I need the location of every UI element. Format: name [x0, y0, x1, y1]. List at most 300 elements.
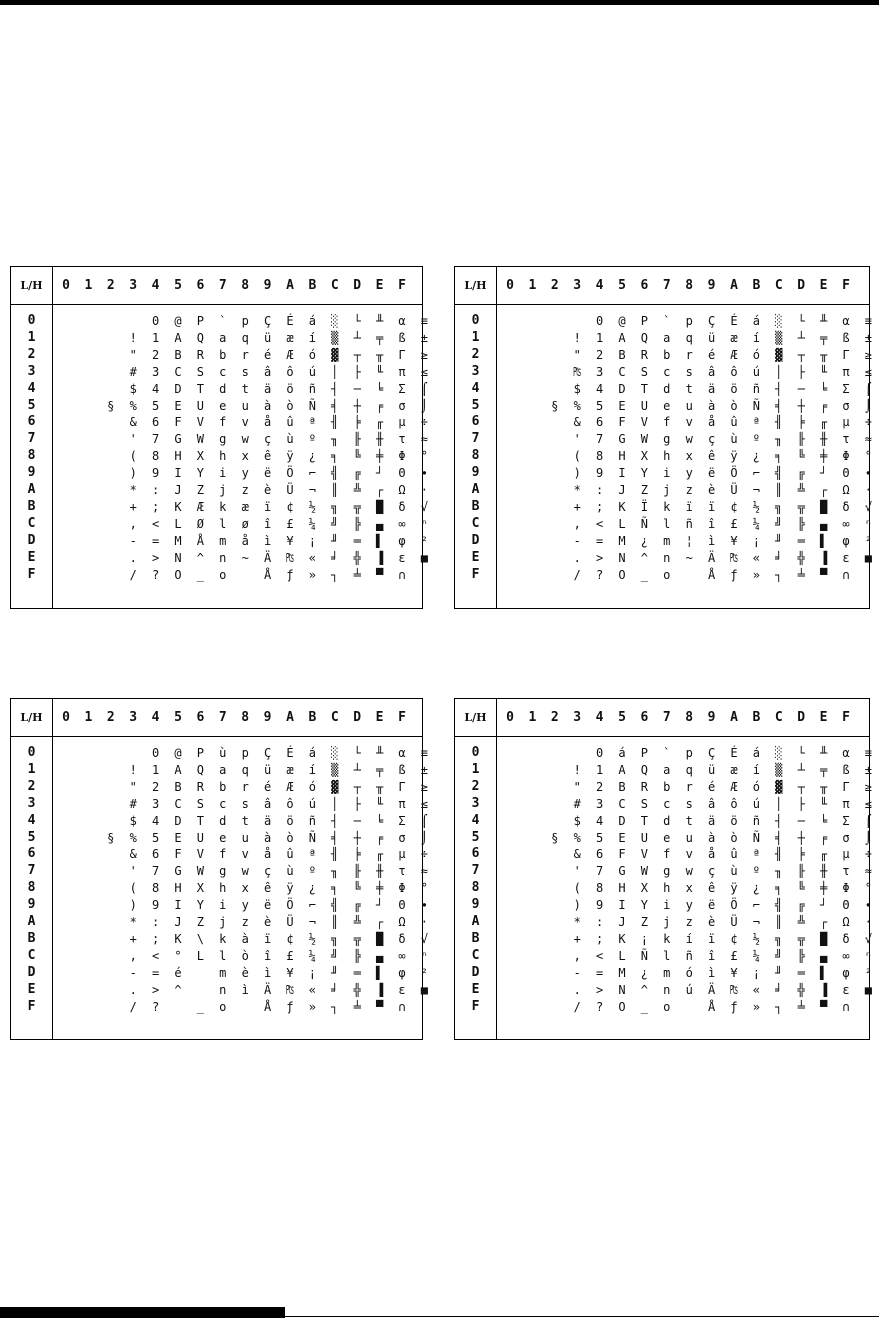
glyph-cell: = [595, 965, 604, 980]
glyph-cell: ╞ [797, 847, 805, 862]
row-header: 2 [27, 346, 36, 362]
glyph-cell: 8 [151, 449, 160, 464]
glyph-cell: s [241, 796, 249, 811]
glyph-cell: ╡ [331, 830, 339, 845]
glyph-cell: ç [707, 432, 716, 447]
glyph-cell: 2 [151, 779, 160, 794]
glyph-cell: ¼ [752, 516, 760, 531]
glyph-cell: · [420, 483, 428, 497]
glyph-cell: E [618, 398, 626, 413]
glyph-cell: 3 [151, 796, 160, 811]
glyph-cell: g [219, 432, 227, 447]
glyph-cell: ñ [308, 813, 316, 828]
glyph-cell: π [842, 796, 850, 811]
column-header: 2 [550, 710, 559, 725]
row-header: 8 [471, 448, 480, 464]
glyph-cell: v [685, 415, 693, 430]
glyph-cell: 6 [151, 847, 160, 862]
glyph-cell: ╜ [331, 533, 339, 548]
row-header: D [27, 532, 36, 548]
row-header: 3 [27, 363, 36, 379]
glyph-cell: α [842, 746, 850, 760]
glyph-cell: M [618, 965, 626, 980]
glyph-cell: ⌠ [864, 381, 872, 396]
glyph-cell: ■ [864, 982, 872, 997]
glyph-cell: ⌡ [420, 830, 428, 845]
glyph-cell: + [573, 499, 581, 514]
column-header: B [308, 278, 317, 293]
glyph-cell: ` [663, 314, 671, 328]
glyph-cell: ┬ [797, 347, 805, 362]
glyph-cell: ' [573, 432, 581, 447]
corner-label: L/H [455, 267, 497, 304]
glyph-cell: ▀ [819, 999, 828, 1014]
top-rule [0, 0, 879, 5]
glyph-cell: ┐ [331, 567, 339, 582]
glyph-cell: ╗ [775, 931, 783, 946]
glyph-cell: ⌡ [420, 398, 428, 413]
glyph-cell: ░ [331, 314, 339, 328]
glyph-cell: û [730, 415, 738, 430]
glyph-cell: ─ [353, 813, 361, 828]
glyph-cell: Q [640, 330, 648, 345]
glyph-cell: ¢ [286, 499, 294, 514]
glyph-cell: Ω [842, 915, 850, 929]
glyph-cell: ╦ [353, 499, 361, 514]
glyph-cell: ╨ [375, 746, 384, 760]
glyph-cell: è [263, 915, 272, 929]
glyph-cell: ╝ [331, 516, 339, 531]
glyph-cell: ª [308, 415, 316, 430]
glyph-cell: % [129, 830, 137, 845]
glyph-cell: ┐ [775, 567, 783, 582]
column-header: 8 [685, 710, 694, 725]
glyph-cell: · [864, 915, 872, 929]
glyph-cell: L [174, 516, 182, 531]
glyph-cell: U [640, 398, 648, 413]
glyph-cell: : [151, 915, 160, 929]
glyph-cell: ∙ [420, 898, 428, 913]
glyph-cell: V [196, 415, 204, 430]
row-header: 6 [471, 414, 480, 430]
glyph-cell: I [618, 898, 626, 913]
glyph-cell: S [640, 364, 648, 379]
glyph-cell: ╥ [375, 347, 384, 362]
glyph-cell: Ä [707, 982, 716, 997]
glyph-cell: Ç [263, 746, 272, 760]
glyph-cell: ì [263, 533, 272, 548]
glyph-cell: k [219, 931, 227, 946]
glyph-cell: τ [842, 864, 850, 879]
glyph-cell: ⌠ [420, 813, 428, 828]
column-header: 5 [174, 278, 182, 293]
column-header: 8 [241, 278, 250, 293]
glyph-cell: ÿ [730, 449, 738, 464]
glyph-cell: ≥ [864, 347, 872, 362]
glyph-cell: Θ [842, 466, 850, 481]
glyph-cell: M [174, 533, 182, 548]
glyph-cell: ₧ [730, 550, 738, 565]
column-header: C [330, 278, 339, 293]
glyph-cell: Γ [398, 779, 406, 794]
glyph-cell: ╕ [331, 449, 339, 464]
glyph-cell: ó [308, 779, 316, 794]
glyph-cell: I [618, 466, 626, 481]
glyph-cell: ä [263, 813, 272, 828]
glyph-cell: ╛ [331, 550, 339, 565]
glyph-cell: r [685, 779, 693, 794]
glyph-cell: ï [685, 499, 693, 514]
glyph-cell: Ñ [752, 830, 760, 845]
glyph-cell: W [196, 864, 204, 879]
glyph-cell: ╘ [819, 813, 828, 828]
row-header-column [11, 304, 53, 608]
glyph-cell: │ [775, 364, 783, 379]
glyph-cell: y [685, 466, 693, 481]
glyph-cell: 9 [595, 898, 604, 913]
column-header: 5 [174, 710, 182, 725]
glyph-cell: ñ [685, 516, 693, 531]
glyph-cell: B [618, 779, 626, 794]
glyph-cell: / [129, 999, 137, 1014]
glyph-cell: φ [398, 965, 406, 980]
glyph-cell: ¡ [752, 965, 760, 980]
glyph-cell: 1 [595, 330, 604, 345]
column-header: 3 [573, 710, 582, 725]
glyph-cell: 7 [595, 432, 604, 447]
glyph-cell: E [174, 830, 182, 845]
column-header: B [752, 710, 761, 725]
glyph-cell: B [174, 347, 182, 362]
glyph-cell: ├ [797, 364, 805, 379]
glyph-cell: ï [707, 499, 716, 514]
glyph-cell: + [129, 499, 137, 514]
glyph-cell: ▀ [375, 999, 384, 1014]
glyph-cell: ╬ [797, 550, 805, 565]
glyph-cell: l [219, 516, 227, 531]
glyph-cell: m [219, 533, 227, 548]
glyph-cell: D [174, 381, 182, 396]
glyph-cell: δ [842, 499, 850, 514]
column-header: 3 [573, 278, 582, 293]
glyph-cell: ~ [241, 550, 249, 565]
row-header: 4 [471, 380, 480, 396]
glyph-cell: √ [420, 499, 428, 514]
glyph-cell: Q [640, 762, 648, 777]
glyph-cell: l [663, 516, 671, 531]
glyph-cell: ¼ [308, 948, 316, 963]
glyph-cell: ê [263, 881, 272, 896]
glyph-cell: ä [707, 381, 716, 396]
glyph-cell: ╞ [353, 415, 361, 430]
glyph-cell: J [174, 915, 182, 929]
glyph-cell: ß [398, 330, 406, 345]
glyph-cell: £ [730, 948, 738, 963]
glyph-cell: ⌡ [864, 830, 872, 845]
glyph-cell: ≡ [420, 314, 428, 328]
glyph-cell: ╡ [775, 398, 783, 413]
glyph-cell: ┐ [775, 999, 783, 1014]
glyph-cell: ∩ [398, 567, 406, 582]
column-header: E [819, 278, 828, 293]
column-header: 5 [618, 278, 626, 293]
column-header: D [353, 278, 362, 293]
glyph-cell: Φ [398, 881, 406, 896]
glyph-cell: ╫ [819, 432, 828, 447]
glyph-cell: ═ [353, 965, 361, 980]
glyph-cell: ╔ [797, 466, 805, 481]
column-header: 6 [640, 278, 649, 293]
glyph-cell: U [640, 830, 648, 845]
glyph-cell: ▄ [819, 516, 828, 531]
glyph-cell: h [219, 449, 227, 464]
column-header: 7 [662, 710, 671, 725]
glyph-cell: ¬ [752, 483, 760, 497]
corner-label: L/H [11, 699, 53, 736]
glyph-cell: ╒ [375, 398, 384, 413]
glyph-cell: î [263, 516, 272, 531]
glyph-cell: q [685, 330, 693, 345]
column-header: F [842, 278, 850, 293]
glyph-cell: # [129, 364, 137, 379]
glyph-cell: e [663, 398, 671, 413]
glyph-cell: e [219, 398, 227, 413]
glyph-cell: │ [331, 364, 339, 379]
glyph-cell: ╝ [331, 948, 339, 963]
column-header: 3 [129, 278, 138, 293]
glyph-cell: à [707, 398, 716, 413]
glyph-cell: » [752, 999, 760, 1014]
glyph-cell: ╫ [375, 432, 384, 447]
glyph-cell: R [196, 779, 204, 794]
glyph-cell: ║ [331, 483, 339, 497]
glyph-cell: ╪ [375, 881, 384, 896]
row-header: F [27, 566, 36, 582]
glyph-cell: ¥ [730, 533, 738, 548]
row-header: 0 [471, 745, 480, 760]
glyph-cell: : [151, 483, 160, 497]
glyph-cell: í [752, 330, 760, 345]
glyph-cell: ε [842, 550, 850, 565]
glyph-cell: ╢ [331, 847, 339, 862]
glyph-cell: # [573, 796, 581, 811]
glyph-cell: y [241, 466, 249, 481]
glyph-cell: ö [730, 381, 738, 396]
glyph-cell: ╞ [797, 415, 805, 430]
glyph-cell: Θ [842, 898, 850, 913]
glyph-cell: ┘ [819, 898, 828, 913]
glyph-cell: o [219, 567, 227, 582]
glyph-cell: 7 [595, 864, 604, 879]
glyph-cell: ^ [640, 982, 648, 997]
glyph-cell: d [219, 813, 227, 828]
column-header: 6 [196, 278, 205, 293]
glyph-cell: ⁿ [420, 948, 428, 963]
glyph-cell: ÷ [420, 415, 428, 430]
row-header-column [455, 304, 497, 608]
glyph-cell: $ [129, 813, 137, 828]
glyph-cell: 5 [151, 830, 160, 845]
glyph-cell: ╚ [797, 449, 805, 464]
glyph-cell: ç [263, 432, 272, 447]
glyph-cell: " [573, 347, 581, 362]
column-header: 6 [640, 710, 649, 725]
glyph-cell: u [685, 398, 693, 413]
glyph-cell: - [129, 533, 137, 548]
glyph-cell: ü [263, 330, 272, 345]
glyph-cell: U [196, 830, 204, 845]
glyph-cell: π [398, 364, 406, 379]
glyph-cell: » [308, 999, 316, 1014]
glyph-cell: æ [730, 330, 738, 345]
glyph-cell: ╘ [375, 813, 384, 828]
glyph-cell: ╨ [819, 746, 828, 760]
glyph-cell: § [107, 398, 115, 413]
glyph-cell: T [640, 381, 648, 396]
glyph-cell: ╧ [353, 567, 361, 582]
glyph-cell: √ [420, 931, 428, 946]
glyph-cell: Q [196, 330, 204, 345]
glyph-cell: Y [640, 898, 648, 913]
row-header: 2 [27, 778, 36, 794]
glyph-cell: ë [707, 898, 716, 913]
glyph-cell: 8 [151, 881, 160, 896]
glyph-cell: ( [129, 881, 137, 896]
glyph-cell: σ [398, 398, 406, 413]
glyph-cell: É [730, 314, 738, 328]
row-header: E [27, 981, 36, 997]
glyph-cell: V [640, 415, 648, 430]
glyph-cell: ¦ [685, 533, 693, 548]
glyph-cell: ñ [752, 381, 760, 396]
column-header: 9 [263, 710, 272, 725]
glyph-cell: & [573, 415, 581, 430]
glyph-cell: ╠ [353, 948, 361, 963]
glyph-cell: W [640, 864, 648, 879]
glyph-cell: î [707, 516, 716, 531]
glyph-cell: 1 [595, 762, 604, 777]
glyph-cell: ╫ [819, 864, 828, 879]
glyph-cell: ó [752, 779, 760, 794]
table-header-row [455, 267, 869, 305]
row-header: C [27, 515, 36, 531]
glyph-cell: √ [864, 499, 872, 514]
glyph-cell: Θ [398, 898, 406, 913]
glyph-cell: u [241, 830, 249, 845]
glyph-cell: à [263, 830, 272, 845]
glyph-cell: » [308, 567, 316, 582]
glyph-cell: Å [707, 999, 716, 1014]
glyph-cell: g [663, 864, 671, 879]
glyph-cell: Ω [842, 483, 850, 497]
glyph-cell: └ [797, 746, 805, 760]
glyph-cell: û [730, 847, 738, 862]
glyph-cell: ü [707, 762, 716, 777]
glyph-cell: ╟ [353, 864, 361, 879]
glyph-cell: 6 [151, 415, 160, 430]
glyph-cell: ° [864, 449, 872, 464]
glyph-cell: ▄ [375, 516, 384, 531]
glyph-cell: « [308, 982, 316, 997]
glyph-cell: ╖ [775, 864, 783, 879]
glyph-cell: o [663, 999, 671, 1014]
glyph-cell: B [174, 779, 182, 794]
glyph-cell: í [308, 330, 316, 345]
glyph-cell: e [663, 830, 671, 845]
glyph-cell: a [663, 330, 671, 345]
glyph-cell: ╢ [775, 415, 783, 430]
row-header: 3 [27, 795, 36, 811]
glyph-cell: y [685, 898, 693, 913]
row-header: 0 [27, 313, 36, 328]
glyph-cell: 3 [151, 364, 160, 379]
glyph-cell: ┴ [353, 762, 361, 777]
glyph-cell: 5 [595, 398, 604, 413]
glyph-cell: ° [420, 449, 428, 464]
glyph-cell: ? [151, 567, 160, 582]
glyph-cell: ± [420, 762, 428, 777]
glyph-cell: Ï [640, 499, 648, 514]
row-header: C [471, 947, 480, 963]
glyph-cell: ¿ [308, 449, 316, 464]
glyph-cell: ┌ [375, 915, 384, 929]
glyph-cell: ⁿ [864, 516, 872, 531]
column-header: F [398, 278, 406, 293]
glyph-cell: M [618, 533, 626, 548]
glyph-cell: ε [842, 982, 850, 997]
glyph-cell: 9 [151, 466, 160, 481]
glyph-cell: ë [707, 466, 716, 481]
glyph-cell: Σ [842, 381, 850, 396]
glyph-cell: ┤ [775, 381, 783, 396]
column-header: A [286, 710, 294, 725]
glyph-cell: ; [595, 499, 604, 514]
glyph-cell: j [219, 483, 227, 497]
glyph-cell: Ö [286, 898, 294, 913]
glyph-cell: ¬ [752, 915, 760, 929]
glyph-cell: ≈ [864, 864, 872, 879]
column-header: E [375, 710, 384, 725]
glyph-cell: è [707, 483, 716, 497]
glyph-cell: δ [398, 499, 406, 514]
glyph-cell: ╪ [819, 449, 828, 464]
glyph-cell: ┘ [819, 466, 828, 481]
glyph-cell: K [174, 499, 182, 514]
glyph-cell: 6 [595, 847, 604, 862]
glyph-cell: a [219, 762, 227, 777]
glyph-cell: ■ [420, 550, 428, 565]
glyph-cell: ╙ [819, 364, 828, 379]
glyph-cell: Ñ [308, 398, 316, 413]
glyph-cell: ` [663, 746, 671, 760]
glyph-cell: ø [241, 516, 249, 531]
glyph-cell: b [663, 779, 671, 794]
glyph-cell: . [129, 550, 137, 565]
glyph-cell: ß [842, 762, 850, 777]
column-header: C [774, 710, 783, 725]
glyph-cell: µ [398, 415, 406, 430]
column-header: 2 [106, 710, 115, 725]
glyph-cell: ^ [174, 982, 182, 997]
glyph-cell: " [129, 347, 137, 362]
glyph-cell: ╦ [797, 499, 805, 514]
glyph-cell: " [129, 779, 137, 794]
glyph-cell: K [618, 499, 626, 514]
glyph-cell: ù [219, 746, 227, 760]
glyph-cell: ╟ [797, 864, 805, 879]
glyph-cell: C [618, 364, 626, 379]
glyph-cell: i [219, 898, 227, 913]
